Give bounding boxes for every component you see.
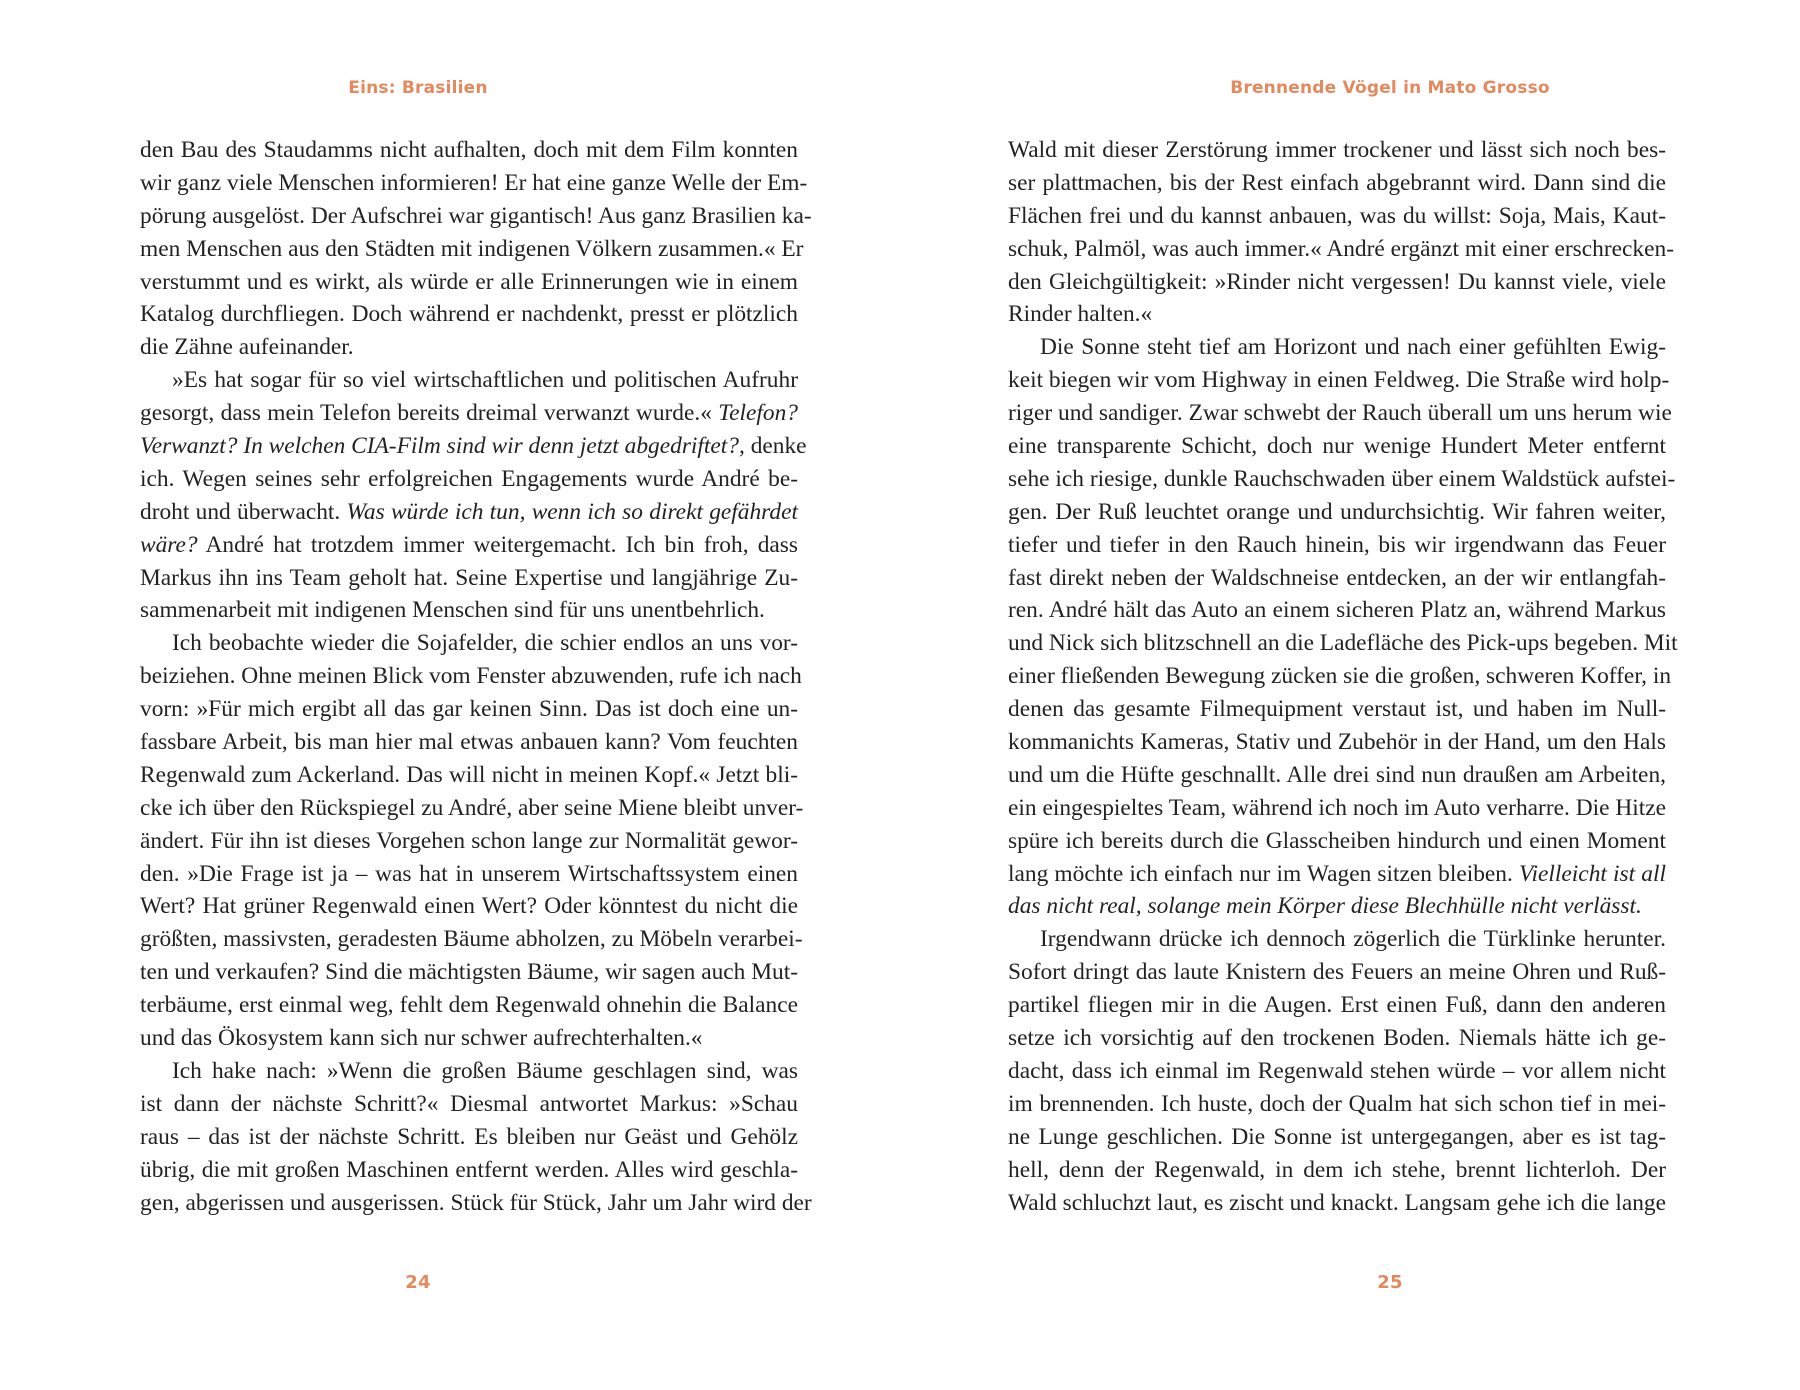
text-line	[1008, 1187, 1666, 1220]
page-number: 25	[1377, 1272, 1403, 1293]
line-text: droht und überwacht.	[140, 498, 347, 525]
line-text: men Menschen aus den Städten mit indigenen Völkern zusammen.« Er	[140, 235, 804, 262]
line-text: hell, denn der Regenwald, in dem ich stehe, brennt lichterloh. Der	[1008, 1156, 1666, 1183]
text-line	[140, 134, 798, 167]
text-line	[140, 923, 803, 956]
text-line	[140, 463, 798, 496]
line-text: Ich beobachte wieder die Sojafelder, die schier endlos an uns vor-	[172, 630, 798, 657]
text-line	[1008, 858, 1666, 891]
line-text: einer fließenden Bewegung zücken sie die großen, schweren Koffer, in	[1008, 663, 1672, 690]
line-text: terbäume, erst einmal weg, fehlt dem Regenwald ohnehin die Balance	[140, 992, 798, 1019]
text-line	[140, 167, 808, 200]
line-text: pörung ausgelöst. Der Aufschrei war gigantisch! Aus ganz Brasilien ka-	[140, 202, 812, 229]
line-text: tiefer und tiefer in den Rauch hinein, bis wir irgendwann das Feuer	[1008, 531, 1666, 558]
body-text	[140, 134, 812, 1219]
text-line	[1008, 759, 1666, 792]
line-text: Markus ihn ins Team geholt hat. Seine Expertise und langjährige Zu-	[140, 564, 798, 591]
text-line	[140, 529, 798, 562]
text-line	[140, 825, 798, 858]
text-line	[1008, 726, 1666, 759]
text-line	[1008, 298, 1666, 331]
text-line	[1008, 200, 1666, 233]
line-text: sehe ich riesige, dunkle Rauchschwaden über einem Waldstück aufstei-	[1008, 465, 1676, 492]
italic-thought: wäre?	[140, 531, 198, 558]
line-text: denen das gesamte Filmequipment verstaut ist, und haben im Null-	[1008, 696, 1666, 723]
line-text: ne Lunge geschlichen. Die Sonne ist untergegangen, aber es ist tag-	[1008, 1123, 1666, 1150]
line-text: ist dann der nächste Schritt?« Diesmal antwortet Markus: »Schau	[140, 1090, 798, 1117]
line-text: denke	[744, 433, 807, 460]
line-text: größten, massivsten, geradesten Bäume abholzen, zu Möbeln verarbei-	[140, 926, 803, 953]
line-text: lang möchte ich einfach nur im Wagen sitzen bleiben.	[1008, 860, 1519, 887]
text-line	[140, 890, 798, 923]
text-line	[1008, 1154, 1666, 1187]
text-line	[1008, 792, 1666, 825]
line-text: spüre ich bereits durch die Glasscheiben hindurch und einen Moment	[1008, 827, 1666, 854]
text-line	[140, 496, 798, 529]
line-text: »Es hat sogar für so viel wirtschaftlichen und politischen Aufruhr	[172, 367, 798, 394]
text-line	[1008, 923, 1666, 956]
right-page	[900, 0, 1800, 1390]
line-text: partikel fliegen mir in die Augen. Erst einen Fuß, dann den anderen	[1008, 992, 1666, 1019]
text-line	[140, 233, 804, 266]
line-text: den Gleichgültigkeit: »Rinder nicht vergessen! Du kannst viele, viele	[1008, 268, 1666, 295]
line-text: und das Ökosystem kann sich nur schwer aufrechterhalten.«	[140, 1025, 703, 1052]
italic-thought: Telefon?	[718, 400, 798, 427]
text-line	[140, 562, 798, 595]
running-head: Brennende Vögel in Mato Grosso	[1230, 78, 1550, 98]
line-text: die Zähne aufeinander.	[140, 334, 354, 361]
line-text: riger und sandiger. Zwar schwebt der Rauch überall um uns herum wie	[1008, 400, 1672, 427]
line-text: Die Sonne steht tief am Horizont und nach einer gefühlten Ewig-	[1040, 334, 1666, 361]
text-line	[140, 1187, 812, 1220]
text-line	[1008, 233, 1674, 266]
text-line	[1008, 266, 1666, 299]
text-line	[1008, 167, 1666, 200]
text-line	[140, 200, 812, 233]
line-text: und Nick sich blitzschnell an die Ladefläche des Pick-ups begeben. Mit	[1008, 630, 1678, 657]
body-text	[1008, 134, 1678, 1219]
line-text: Ich hake nach: »Wenn die großen Bäume geschlagen sind, was	[172, 1057, 798, 1084]
line-text: fassbare Arbeit, bis man hier mal etwas anbauen kann? Vom feuchten	[140, 729, 798, 756]
line-text: gen, abgerissen und ausgerissen. Stück für Stück, Jahr um Jahr wird der	[140, 1189, 812, 1216]
text-line	[140, 627, 798, 660]
text-line	[1008, 529, 1666, 562]
page-number: 24	[405, 1272, 431, 1293]
italic-thought: Vielleicht ist all	[1519, 860, 1666, 887]
running-head: Eins: Brasilien	[348, 78, 488, 98]
line-text: beiziehen. Ohne meinen Blick vom Fenster abzuwenden, rufe ich nach	[140, 663, 802, 690]
text-line	[140, 693, 798, 726]
line-text: ren. André hält das Auto an einem sicheren Platz an, während Markus	[1008, 597, 1666, 624]
line-text: kommanichts Kameras, Stativ und Zubehör in der Hand, um den Hals	[1008, 729, 1666, 756]
text-line	[1008, 496, 1666, 529]
text-line	[1008, 956, 1666, 989]
line-text: ten und verkaufen? Sind die mächtigsten Bäume, wir sagen auch Mut-	[140, 959, 798, 986]
italic-thought: das nicht real, solange mein Körper diese Blechhülle nicht verlässt.	[1008, 893, 1642, 920]
line-text: ändert. Für ihn ist dieses Vorgehen schon lange zur Normalität gewor-	[140, 827, 798, 854]
line-text: Irgendwann drücke ich dennoch zögerlich die Türklinke herunter.	[1040, 926, 1666, 953]
line-text: schuk, Palmöl, was auch immer.« André ergänzt mit einer erschrecken-	[1008, 235, 1674, 262]
text-line	[1008, 1121, 1666, 1154]
text-line	[1008, 660, 1672, 693]
text-line	[1008, 693, 1666, 726]
text-line	[1008, 331, 1666, 364]
line-text: Flächen frei und du kannst anbauen, was du willst: Soja, Mais, Kaut-	[1008, 202, 1666, 229]
text-line	[1008, 1088, 1666, 1121]
text-line	[140, 1088, 798, 1121]
line-text: gesorgt, dass mein Telefon bereits dreimal verwanzt wurde.«	[140, 400, 719, 427]
line-text: ich. Wegen seines sehr erfolgreichen Engagements wurde André be-	[140, 465, 798, 492]
text-line	[1008, 463, 1676, 496]
text-line	[1008, 397, 1672, 430]
text-line	[140, 1022, 798, 1055]
line-text: fast direkt neben der Waldschneise entdecken, an der wir entlangfah-	[1008, 564, 1666, 591]
text-line	[140, 331, 798, 364]
text-line	[140, 1121, 798, 1154]
line-text: vorn: »Für mich ergibt all das gar keinen Sinn. Das ist doch eine un-	[140, 696, 798, 723]
text-line	[140, 792, 804, 825]
line-text: raus – das ist der nächste Schritt. Es bleiben nur Geäst und Gehölz	[140, 1123, 798, 1150]
line-text: übrig, die mit großen Maschinen entfernt werden. Alles wird geschla-	[140, 1156, 798, 1183]
line-text: Wald schluchzt laut, es zischt und knackt. Langsam gehe ich die lange	[1008, 1189, 1666, 1216]
text-line	[140, 1055, 798, 1088]
line-text: Regenwald zum Ackerland. Das will nicht in meinen Kopf.« Jetzt bli-	[140, 761, 798, 788]
italic-thought: Verwanzt? In welchen CIA-Film sind wir denn jetzt abgedriftet?,	[140, 433, 745, 460]
line-text: Rinder halten.«	[1008, 301, 1153, 328]
text-line	[140, 1154, 798, 1187]
line-text: den Bau des Staudamms nicht aufhalten, doch mit dem Film konnten	[140, 137, 798, 163]
line-text: Wald mit dieser Zerstörung immer trockener und lässt sich noch bes-	[1008, 137, 1666, 163]
text-line	[1008, 1022, 1666, 1055]
text-line	[1008, 627, 1678, 660]
line-text: und um die Hüfte geschnallt. Alle drei sind nun draußen am Arbeiten,	[1008, 761, 1666, 788]
text-line	[140, 989, 798, 1022]
text-line	[140, 364, 798, 397]
line-text: sammenarbeit mit indigenen Menschen sind für uns unentbehrlich.	[140, 597, 765, 624]
text-line	[1008, 134, 1666, 167]
text-line	[1008, 1055, 1666, 1088]
line-text: Wert? Hat grüner Regenwald einen Wert? Oder könntest du nicht die	[140, 893, 798, 920]
line-text: ser plattmachen, bis der Rest einfach abgebrannt wird. Dann sind die	[1008, 169, 1666, 196]
text-line	[140, 956, 798, 989]
text-line	[1008, 562, 1666, 595]
text-line	[140, 660, 802, 693]
text-line	[140, 858, 798, 891]
line-text: André hat trotzdem immer weitergemacht. Ich bin froh, dass	[197, 531, 798, 558]
text-line	[1008, 825, 1666, 858]
line-text: setze ich vorsichtig auf den trockenen Boden. Niemals hätte ich ge-	[1008, 1025, 1666, 1052]
line-text: den. »Die Frage ist ja – was hat in unserem Wirtschaftssystem einen	[140, 860, 798, 887]
text-line	[1008, 430, 1666, 463]
text-line	[140, 430, 807, 463]
text-line	[140, 759, 798, 792]
line-text: keit biegen wir vom Highway in einen Feldweg. Die Straße wird holp-	[1008, 367, 1670, 394]
line-text: dacht, dass ich einmal im Regenwald stehen würde – vor allem nicht	[1008, 1057, 1666, 1084]
italic-thought: Was würde ich tun, wenn ich so direkt gefährdet	[346, 498, 798, 525]
line-text: cke ich über den Rückspiegel zu André, aber seine Miene bleibt unver-	[140, 794, 804, 821]
text-line	[1008, 989, 1666, 1022]
text-line	[140, 266, 798, 299]
line-text: ein eingespieltes Team, während ich noch im Auto verharre. Die Hitze	[1008, 794, 1666, 821]
text-line	[1008, 594, 1666, 627]
line-text: verstummt und es wirkt, als würde er alle Erinnerungen wie in einem	[140, 268, 798, 295]
line-text: Sofort dringt das laute Knistern des Feuers an meine Ohren und Ruß-	[1008, 959, 1666, 986]
line-text: im brennenden. Ich huste, doch der Qualm hat sich schon tief in mei-	[1008, 1090, 1666, 1117]
text-line	[1008, 364, 1670, 397]
text-line	[140, 298, 798, 331]
line-text: Katalog durchfliegen. Doch während er nachdenkt, presst er plötzlich	[140, 301, 798, 328]
text-line	[140, 726, 798, 759]
line-text: eine transparente Schicht, doch nur wenige Hundert Meter entfernt	[1008, 433, 1666, 460]
line-text: gen. Der Ruß leuchtet orange und undurchsichtig. Wir fahren weiter,	[1008, 498, 1666, 525]
text-line	[1008, 890, 1666, 923]
text-line	[140, 397, 798, 430]
text-line	[140, 594, 798, 627]
line-text: wir ganz viele Menschen informieren! Er hat eine ganze Welle der Em-	[140, 169, 808, 196]
